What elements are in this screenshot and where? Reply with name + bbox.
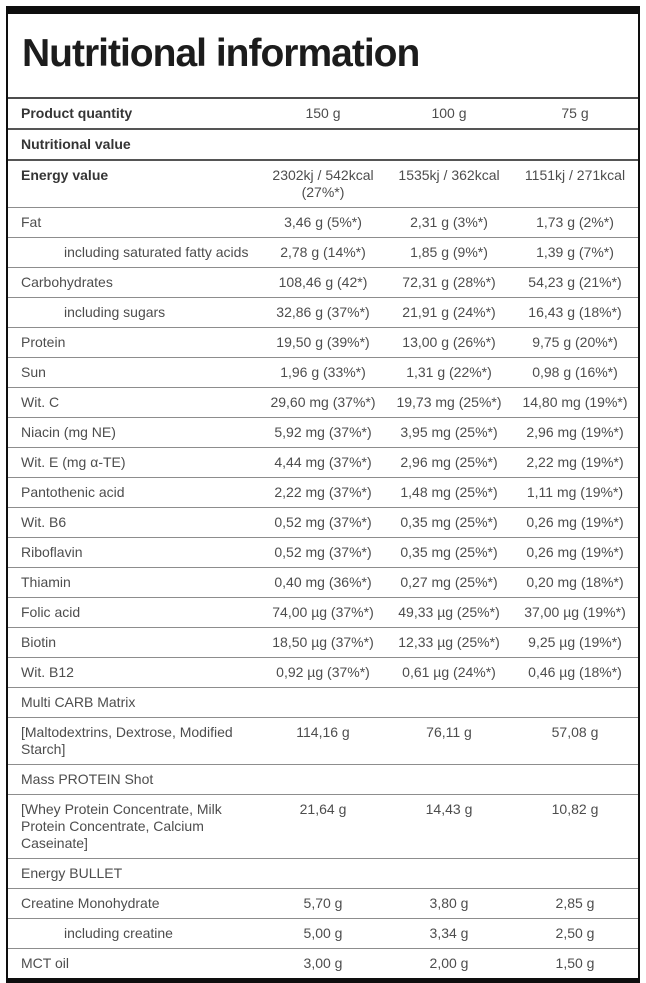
- row-label: Wit. C: [8, 387, 260, 417]
- table-row: [8, 99, 638, 129]
- table-row: [8, 267, 638, 297]
- row-value-75g: 75 g: [512, 99, 638, 129]
- table-row: [8, 207, 638, 237]
- table-row: [8, 417, 638, 447]
- row-value-100g: 49,33 µg (25%*): [386, 597, 512, 627]
- page-title: Nutritional information: [22, 32, 420, 75]
- row-value-100g: 0,35 mg (25%*): [386, 507, 512, 537]
- row-value-150g: 108,46 g (42*): [260, 267, 386, 297]
- table-row: [8, 567, 638, 597]
- row-label: Wit. B6: [8, 507, 260, 537]
- row-value-75g: 10,82 g: [512, 794, 638, 858]
- row-value-150g: 18,50 µg (37%*): [260, 627, 386, 657]
- table-row: [8, 948, 638, 978]
- row-value-100g: 76,11 g: [386, 717, 512, 764]
- section-row: [8, 687, 638, 717]
- row-value-150g: 32,86 g (37%*): [260, 297, 386, 327]
- table-row: [8, 717, 638, 764]
- row-value-150g: 21,64 g: [260, 794, 386, 858]
- table-row: [8, 160, 638, 208]
- row-value-100g: 3,34 g: [386, 918, 512, 948]
- row-label: including creatine: [8, 918, 260, 948]
- table-row: [8, 327, 638, 357]
- row-value-150g: 2,78 g (14%*): [260, 237, 386, 267]
- table-row: [8, 237, 638, 267]
- row-value-75g: 37,00 µg (19%*): [512, 597, 638, 627]
- row-value-150g: 150 g: [260, 99, 386, 129]
- row-value-100g: 1,31 g (22%*): [386, 357, 512, 387]
- row-label: Carbohydrates: [8, 267, 260, 297]
- row-value-150g: 2,22 mg (37%*): [260, 477, 386, 507]
- row-value-100g: 100 g: [386, 99, 512, 129]
- row-value-75g: 9,75 g (20%*): [512, 327, 638, 357]
- row-label: [Whey Protein Concentrate, Milk Protein Concentrate, Calcium Caseinate]: [8, 794, 260, 858]
- table-row: [8, 918, 638, 948]
- table-row: [8, 297, 638, 327]
- row-label: Riboflavin: [8, 537, 260, 567]
- row-value-150g: 2302kj / 542kcal (27%*): [260, 160, 386, 208]
- row-value-100g: 72,31 g (28%*): [386, 267, 512, 297]
- table-row: [8, 447, 638, 477]
- table-row: [8, 888, 638, 918]
- row-value-100g: 1,85 g (9%*): [386, 237, 512, 267]
- row-value-150g: 0,52 mg (37%*): [260, 537, 386, 567]
- row-label: Folic acid: [8, 597, 260, 627]
- nutrition-info-panel: [6, 6, 640, 983]
- row-value-75g: 1151kj / 271kcal: [512, 160, 638, 208]
- row-label: Niacin (mg NE): [8, 417, 260, 447]
- table-row: [8, 537, 638, 567]
- row-value-100g: 3,80 g: [386, 888, 512, 918]
- row-value-75g: 2,85 g: [512, 888, 638, 918]
- table-row: [8, 387, 638, 417]
- row-value-150g: 5,70 g: [260, 888, 386, 918]
- row-value-100g: 14,43 g: [386, 794, 512, 858]
- row-value-75g: 57,08 g: [512, 717, 638, 764]
- row-value-100g: 2,31 g (3%*): [386, 207, 512, 237]
- row-label: [Maltodextrins, Dextrose, Modified Starch]: [8, 717, 260, 764]
- row-value-100g: 0,27 mg (25%*): [386, 567, 512, 597]
- row-value-75g: 2,22 mg (19%*): [512, 447, 638, 477]
- row-value-100g: 2,00 g: [429, 954, 469, 971]
- table-row: [8, 477, 638, 507]
- row-label: Biotin: [8, 627, 260, 657]
- row-value-75g: 1,73 g (2%*): [512, 207, 638, 237]
- row-label: including sugars: [8, 297, 260, 327]
- row-label: Wit. B12: [8, 657, 260, 687]
- row-value-100g: 13,00 g (26%*): [386, 327, 512, 357]
- row-value-100g: 21,91 g (24%*): [386, 297, 512, 327]
- row-label: Creatine Monohydrate: [8, 888, 260, 918]
- row-label: Sun: [8, 357, 260, 387]
- row-label: Nutritional value: [8, 129, 638, 160]
- row-value-150g: 19,50 g (39%*): [260, 327, 386, 357]
- table-row: [8, 794, 638, 858]
- row-value-150g: 114,16 g: [260, 717, 386, 764]
- row-label: Wit. E (mg α-TE): [8, 447, 260, 477]
- row-label: Energy BULLET: [8, 858, 638, 888]
- row-label: Mass PROTEIN Shot: [8, 764, 638, 794]
- row-value-75g: 16,43 g (18%*): [512, 297, 638, 327]
- row-label: including saturated fatty acids: [8, 237, 260, 267]
- row-label: Pantothenic acid: [8, 477, 260, 507]
- title-bar: [8, 14, 638, 99]
- row-value-75g: 1,39 g (7%*): [512, 237, 638, 267]
- row-value-75g: 54,23 g (21%*): [512, 267, 638, 297]
- row-value-150g: 4,44 mg (37%*): [260, 447, 386, 477]
- row-label: Energy value: [8, 160, 260, 208]
- table-row: [8, 657, 638, 687]
- row-value-100g: 2,96 mg (25%*): [386, 447, 512, 477]
- row-value-100g: 1,48 mg (25%*): [386, 477, 512, 507]
- table-row: [8, 507, 638, 537]
- row-value-150g: 3,00 g: [303, 954, 343, 971]
- row-value-150g: 5,92 mg (37%*): [260, 417, 386, 447]
- section-row: [8, 858, 638, 888]
- row-value-75g: 1,11 mg (19%*): [512, 477, 638, 507]
- row-label: Product quantity: [8, 99, 260, 129]
- row-value-75g: 0,98 g (16%*): [512, 357, 638, 387]
- row-value-100g: 3,95 mg (25%*): [386, 417, 512, 447]
- section-row: [8, 129, 638, 160]
- row-label: Thiamin: [8, 567, 260, 597]
- row-value-150g: 1,96 g (33%*): [260, 357, 386, 387]
- row-value-75g: 2,96 mg (19%*): [512, 417, 638, 447]
- row-value-75g: 0,20 mg (18%*): [512, 567, 638, 597]
- row-value-100g: 19,73 mg (25%*): [386, 387, 512, 417]
- row-label: Protein: [8, 327, 260, 357]
- row-label: Fat: [8, 207, 260, 237]
- row-value-75g: 0,26 mg (19%*): [512, 537, 638, 567]
- row-value-150g: 29,60 mg (37%*): [260, 387, 386, 417]
- section-row: [8, 764, 638, 794]
- row-value-75g: 0,46 µg (18%*): [512, 657, 638, 687]
- table-row: [8, 357, 638, 387]
- row-value-75g: 1,50 g: [555, 954, 595, 971]
- table-row: [8, 597, 638, 627]
- row-value-100g: 0,61 µg (24%*): [386, 657, 512, 687]
- row-label: Multi CARB Matrix: [8, 687, 638, 717]
- row-value-150g: 74,00 µg (37%*): [260, 597, 386, 627]
- row-value-100g: 12,33 µg (25%*): [386, 627, 512, 657]
- row-value-75g: 14,80 mg (19%*): [512, 387, 638, 417]
- row-value-150g: 0,40 mg (36%*): [260, 567, 386, 597]
- table-row: [8, 627, 638, 657]
- row-value-75g: 2,50 g: [512, 918, 638, 948]
- row-value-100g: 0,35 mg (25%*): [386, 537, 512, 567]
- row-value-150g: 0,92 µg (37%*): [260, 657, 386, 687]
- row-value-150g: 0,52 mg (37%*): [260, 507, 386, 537]
- row-label: MCT oil: [21, 954, 69, 971]
- row-value-75g: 9,25 µg (19%*): [512, 627, 638, 657]
- row-value-75g: 0,26 mg (19%*): [512, 507, 638, 537]
- row-value-150g: 5,00 g: [260, 918, 386, 948]
- row-value-100g: 1535kj / 362kcal: [386, 160, 512, 208]
- row-value-150g: 3,46 g (5%*): [260, 207, 386, 237]
- nutrition-values-table: [8, 99, 638, 978]
